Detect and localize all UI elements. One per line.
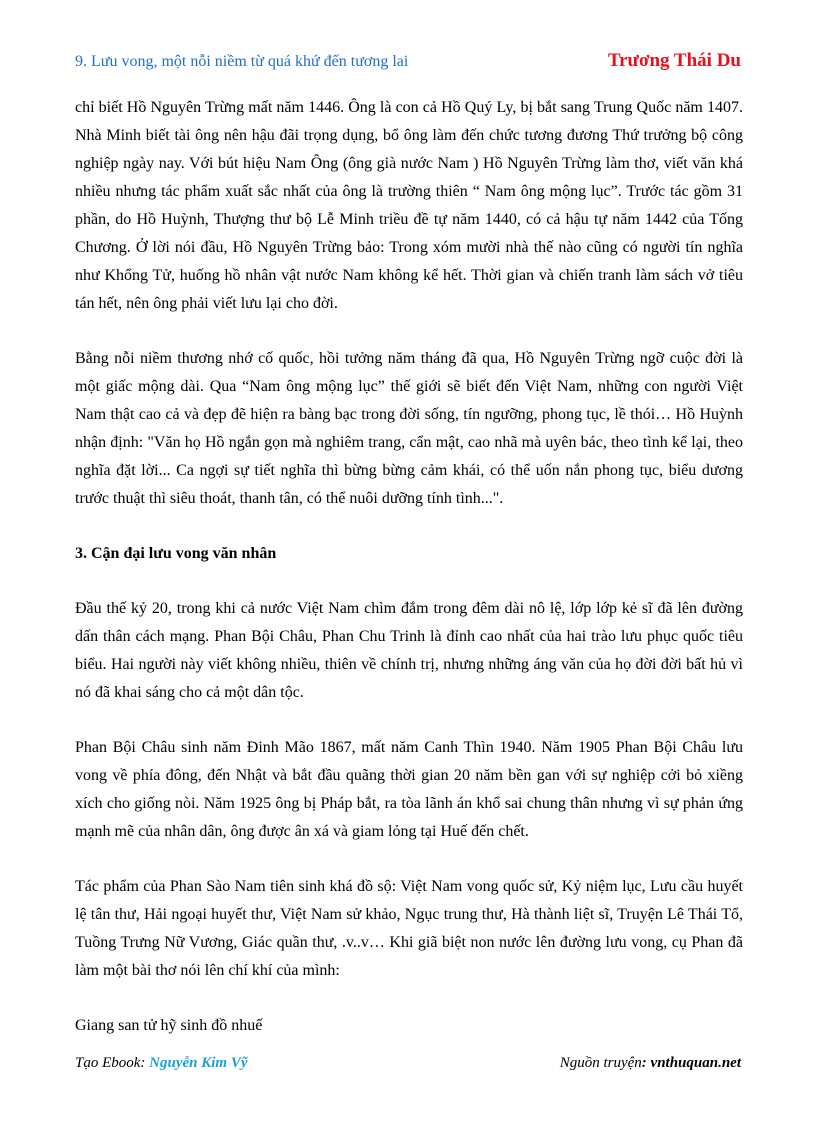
source-site-name: vnthuquan.net — [650, 1055, 741, 1071]
source-credit-label: Nguồn truyện — [559, 1055, 642, 1071]
ebook-credit-label: Tạo Ebook — [75, 1055, 141, 1071]
ebook-credit — [75, 1055, 248, 1072]
poem-line: Giang san tử hỹ sinh đồ nhuế — [75, 1017, 263, 1034]
section-heading: 3. Cận đại lưu vong văn nhân — [75, 545, 277, 562]
page-header — [75, 50, 741, 76]
paragraph: Phan Bội Châu sinh năm Đinh Mão 1867, mất năm Canh Thìn 1940. Năm 1905 Phan Bội Châu lưu vong về phía đông, đến Nhật và bắt đầu quãng thời gian 20 năm bền gan với sự nghiệp cởi bỏ xiềng xích cho giống nòi. Năm 1925 ông bị Pháp bắt, ra tòa lãnh án khổ sai chung thân nhưng vì sự phản ứng mạnh mẽ của nhân dân, ông được ân xá và giam lỏng tại Huế đến chết. — [75, 739, 743, 840]
paragraph: Bằng nỗi niềm thương nhớ cố quốc, hồi tưởng năm tháng đã qua, Hồ Nguyên Trừng ngỡ cuộc đời là một giấc mộng dài. Qua “Nam ông mộng lục” thế giới sẽ biết đến Việt Nam, những con người Việt Nam thật cao cả và đẹp đẽ hiện ra bàng bạc trong đời sống, tín ngưỡng, phong tục, lề thói… Hồ Huỳnh nhận định: "Văn họ Hồ ngắn gọn mà nghiêm trang, cẩn mật, cao nhã mà uyên bác, theo tình kể lại, theo nghĩa đặt lời... Ca ngợi sự tiết nghĩa thì bừng bừng cảm khái, có thể uốn nắn phong tục, biểu dương trước thuật thì siêu thoát, thanh tân, có thể nuôi dưỡng tính tình...". — [75, 350, 743, 507]
paragraph: Đầu thế kỷ 20, trong khi cả nước Việt Nam chìm đắm trong đêm dài nô lệ, lớp lớp kẻ sĩ đã lên đường dấn thân cách mạng. Phan Bội Châu, Phan Chu Trinh là đỉnh cao nhất của hai trào lưu phục quốc tiêu biểu. Hai người này viết không nhiều, thiên về chính trị, nhưng những áng văn của họ đời đời bất hủ vì nó đã khai sáng cho cả một dân tộc. — [75, 600, 743, 701]
chapter-title: 9. Lưu vong, một nỗi niềm từ quá khứ đến tương lai — [75, 53, 409, 70]
paragraph: chỉ biết Hồ Nguyên Trừng mất năm 1446. Ông là con cả Hồ Quý Ly, bị bắt sang Trung Quốc năm 1407. Nhà Minh biết tài ông nên hậu đãi trọng dụng, bổ ông làm đến chức tương đương Thứ trưởng bộ công nghiệp ngày nay. Với bút hiệu Nam Ông (ông già nước Nam ) Hồ Nguyên Trừng làm thơ, viết văn khá nhiều nhưng tác phẩm xuất sắc nhất của ông là trường thiên “ Nam ông mộng lục”. Trước tác gồm 31 phần, do Hồ Huỳnh, Thượng thư bộ Lễ Minh triều đề tự năm 1440, có cả hậu tự năm 1442 của Tống Chương. Ở lời nói đầu, Hồ Nguyên Trừng bảo: Trong xóm mười nhà thế nào cũng có người tín nghĩa như Khổng Tử, huống hồ nhân vật nước Nam không kể hết. Thời gian và chiến tranh làm sách vở tiêu tán hết, nên ông phải viết lưu lại cho đời. — [75, 99, 743, 312]
ebook-creator-name: Nguyễn Kim Vỹ — [149, 1055, 248, 1071]
source-credit-separator: : — [641, 1055, 651, 1071]
source-credit — [560, 1055, 741, 1072]
paragraph: Tác phẩm của Phan Sào Nam tiên sinh khá đồ sộ: Việt Nam vong quốc sử, Kỷ niệm lục, Lưu cầu huyết lệ tân thư, Hải ngoại huyết thư, Việt Nam sử khảo, Ngục trung thư, Hà thành liệt sĩ, Truyện Lê Thái Tổ, Tuồng Trưng Nữ Vương, Giác quần thư, .v..v… Khi giã biệt non nước lên đường lưu vong, cụ Phan đã làm một bài thơ nói lên chí khí của mình: — [75, 878, 743, 979]
document-body — [75, 94, 743, 1040]
ebook-credit-separator: : — [140, 1055, 150, 1071]
author-name: Trương Thái Du — [607, 50, 741, 71]
